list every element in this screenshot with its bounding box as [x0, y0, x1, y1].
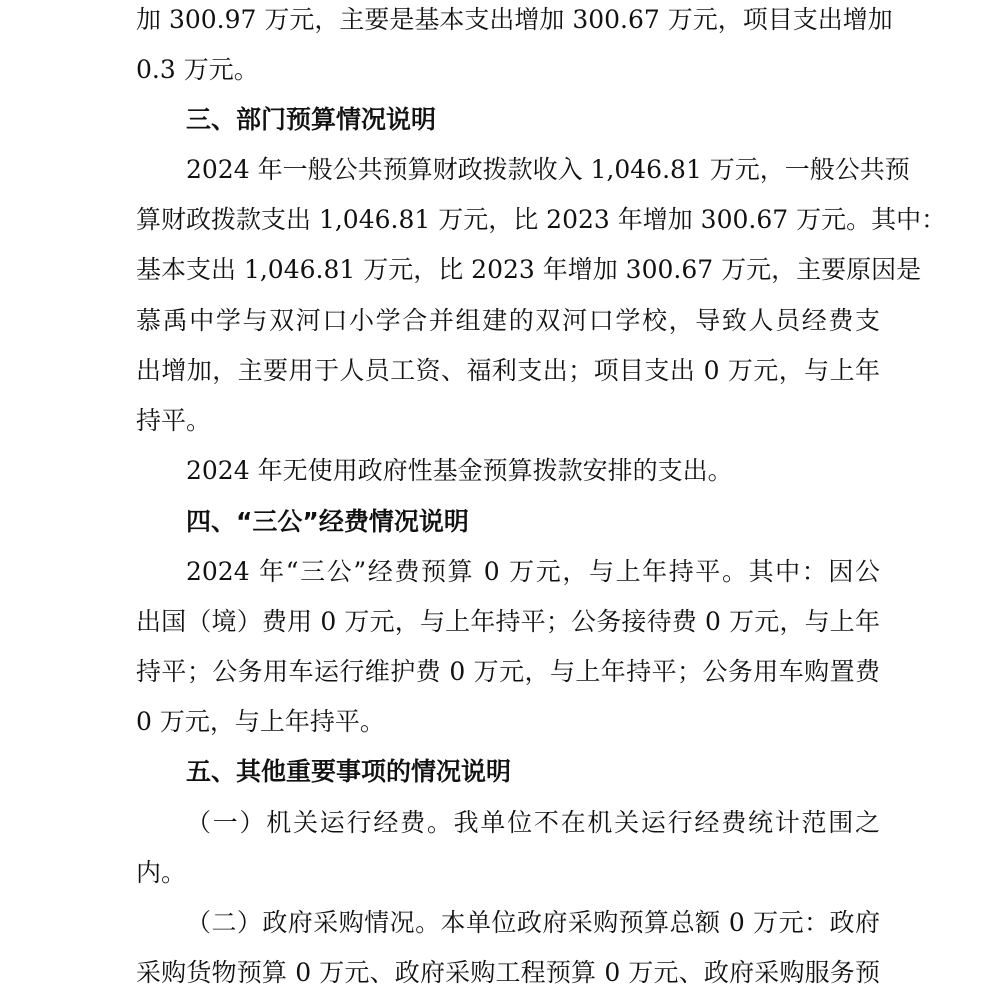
- text-line: 内。: [136, 858, 187, 887]
- section-heading: 三、部门预算情况说明: [186, 105, 437, 134]
- text-line: 慕禹中学与双河口小学合并组建的双河口学校，导致人员经费支: [136, 306, 880, 335]
- text-line: 2024 年无使用政府性基金预算拨款安排的支出。: [186, 456, 733, 485]
- text-line: 出增加，主要用于人员工资、福利支出；项目支出 0 万元，与上年: [136, 356, 880, 385]
- text-line: 采购货物预算 0 万元、政府采购工程预算 0 万元、政府采购服务预: [136, 958, 880, 987]
- text-line: 持平。: [136, 406, 212, 435]
- text-line: 基本支出 1,046.81 万元，比 2023 年增加 300.67 万元，主要原因是: [136, 255, 922, 284]
- text-line: （一）机关运行经费。我单位不在机关运行经费统计范围之: [186, 808, 880, 837]
- text-line: 算财政拨款支出 1,046.81 万元，比 2023 年增加 300.67 万元。其中：: [136, 205, 947, 234]
- text-line: 0.3 万元。: [136, 55, 259, 84]
- text-line: （二）政府采购情况。本单位政府采购预算总额 0 万元：政府: [186, 908, 880, 937]
- text-line: 2024 年“三公”经费预算 0 万元，与上年持平。其中：因公: [186, 557, 880, 586]
- text-line: 加 300.97 万元，主要是基本支出增加 300.67 万元，项目支出增加: [136, 5, 893, 34]
- text-line: 持平；公务用车运行维护费 0 万元，与上年持平；公务用车购置费: [136, 657, 880, 686]
- text-line: 出国（境）费用 0 万元，与上年持平；公务接待费 0 万元，与上年: [136, 607, 880, 636]
- section-heading: 四、“三公”经费情况说明: [186, 507, 469, 536]
- text-line: 0 万元，与上年持平。: [136, 707, 385, 736]
- section-heading: 五、其他重要事项的情况说明: [186, 757, 512, 786]
- text-line: 2024 年一般公共预算财政拨款收入 1,046.81 万元，一般公共预: [186, 155, 910, 184]
